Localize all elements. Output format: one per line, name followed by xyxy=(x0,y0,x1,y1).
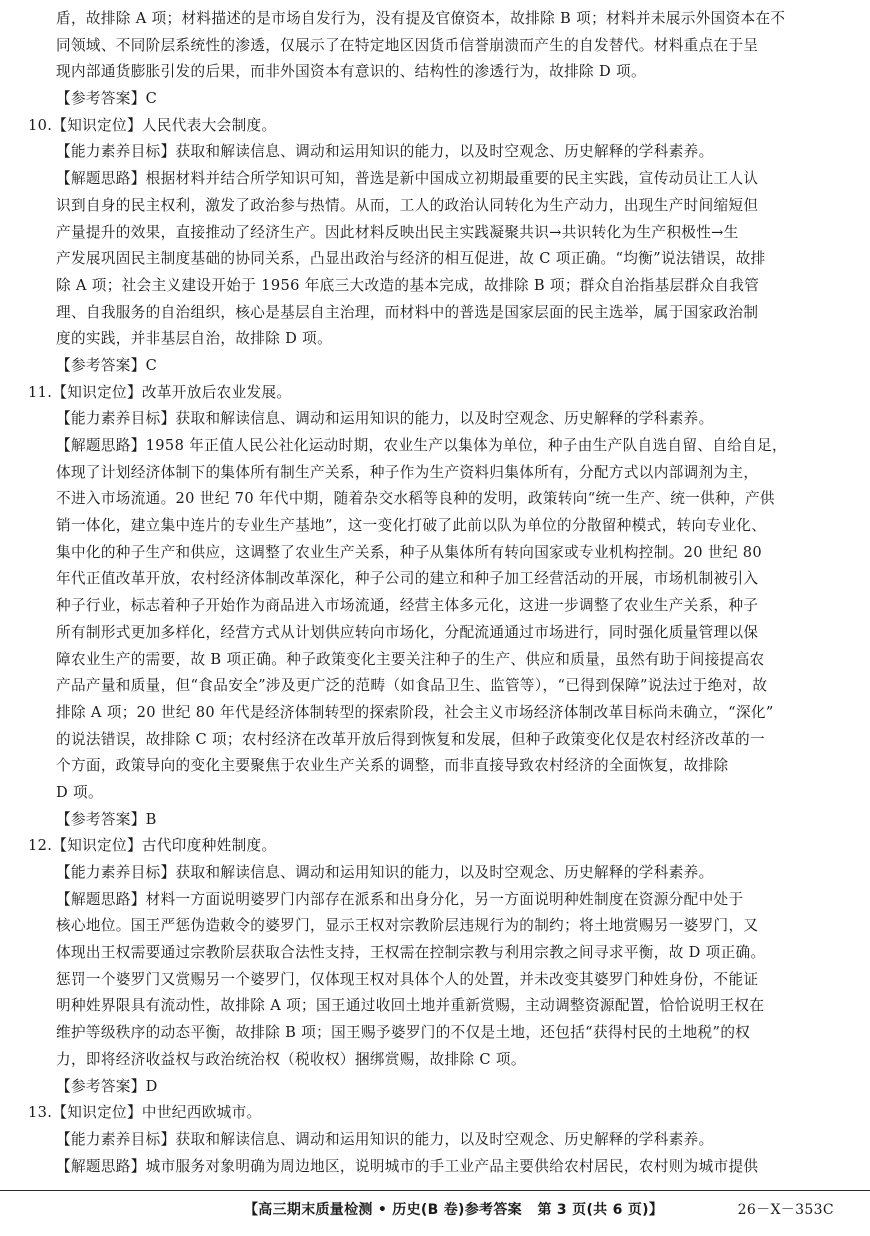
text-line: 除 A 项；社会主义建设开始于 1956 年底三大改造的基本完成，故排除 B 项；群众自治指基层群众自我管 xyxy=(56,276,760,294)
text-line: 【能力素养目标】获取和解读信息、调动和运用知识的能力，以及时空观念、历史解释的学科素养。 xyxy=(56,410,714,428)
text-line: 的说法错误，故排除 C 项；农村经济在改革开放后得到恢复和发展，但种子政策变化仅是农村经济改革的一 xyxy=(56,730,765,748)
text-line: 现内部通货膨胀引发的后果，而非外国资本有意识的、结构性的渗透行为，故排除 D 项。 xyxy=(56,63,646,81)
text-line: 不进入市场流通。20 世纪 70 年代中期，随着杂交水稻等良种的发明，政策转向“统一生产、统一供种，产供 xyxy=(56,490,775,508)
text-line: 【能力素养目标】获取和解读信息、调动和运用知识的能力，以及时空观念、历史解释的学科素养。 xyxy=(56,143,714,161)
text-line: 年代正值改革开放，农村经济体制改革深化，种子公司的建立和种子加工经营活动的开展，市场机制被引入 xyxy=(56,570,759,588)
question-heading-line: 12.【知识定位】古代印度种姓制度。 xyxy=(28,837,277,855)
text-line: 集中化的种子生产和供应，这调整了农业生产关系，种子从集体所有转向国家或专业机构控制。20 世纪 80 xyxy=(56,543,763,561)
text-line: 盾，故排除 A 项；材料描述的是市场自发行为，没有提及官僚资本，故排除 B 项；材料并未展示外国资本在不 xyxy=(56,10,786,27)
text-line: 【能力素养目标】获取和解读信息、调动和运用知识的能力，以及时空观念、历史解释的学科素养。 xyxy=(56,864,714,881)
text-line: 障农业生产的需要，故 B 项正确。种子政策变化主要关注种子的生产、供应和质量，虽然有助于间接提高农 xyxy=(56,650,765,668)
text-line: 【解题思路】1958 年正值人民公社化运动时期，农业生产以集体为单位，种子由生产队自选自留、自给自足， xyxy=(56,437,787,454)
text-line: 体现了计划经济体制下的集体所有制生产关系，种子作为生产资料归集体所有，分配方式以内部调剂为主， xyxy=(56,463,759,481)
text-line: 【参考答案】D xyxy=(56,1077,158,1095)
text-line: 度的实践，并非基层自治，故排除 D 项。 xyxy=(56,330,333,348)
text-line: 惩罚一个婆罗门又赏赐另一个婆罗门，仅体现王权对具体个人的处置，并未改变其婆罗门种姓身份，不能证 xyxy=(56,970,759,988)
text-line: 种子行业，标志着种子开始作为商品进入市场流通，经营主体多元化，这进一步调整了农业生产关系，种子 xyxy=(56,597,759,615)
text-line: 产发展巩固民主制度基础的协同关系，凸显出政治与经济的相互促进，故 C 项正确。“均衡”说法错误，故排 xyxy=(56,250,766,268)
page-footer xyxy=(0,1190,870,1221)
footer-code: 26－X－353C xyxy=(737,1202,834,1218)
text-line: 体现出王权需要通过宗教阶层获取合法性支持，王权需在控制宗教与利用宗教之间寻求平衡，故 D 项正确。 xyxy=(56,944,766,962)
text-line: 产品产量和质量，但“食品安全”涉及更广泛的范畴（如食品卫生、监管等），“已得到保障”说法过于绝对，故 xyxy=(56,677,768,695)
text-line: 产量提升的效果，直接推动了经济生产。因此材料反映出民主实践凝聚共识→共识转化为生产积极性→生 xyxy=(56,223,739,241)
text-line: D 项。 xyxy=(56,783,103,801)
text-line: 【能力素养目标】获取和解读信息、调动和运用知识的能力，以及时空观念、历史解释的学科素养。 xyxy=(56,1130,714,1148)
question-heading-line: 11.【知识定位】改革开放后农业发展。 xyxy=(28,383,292,401)
text-line: 明种姓界限具有流动性，故排除 A 项；国王通过收回土地并重新赏赐，主动调整资源配置，恰恰说明王权在 xyxy=(56,997,765,1015)
text-line: 销一体化，建立集中连片的专业生产基地”，这一变化打破了此前以队为单位的分散留种模式，转向专业化、 xyxy=(56,517,767,535)
text-line: 力，即将经济收益权与政治统治权（税收权）捆绑赏赐，故排除 C 项。 xyxy=(56,1050,526,1068)
text-line: 识到自身的民主权利，激发了政治参与热情。从而，工人的政治认同转化为生产动力，出现生产时间缩短但 xyxy=(56,196,759,214)
text-line: 排除 A 项；20 世纪 80 年代是经济体制转型的探索阶段，社会主义市场经济体制改革目标尚未确立，“深化” xyxy=(56,703,774,721)
text-line: 理、自我服务的自治组织，核心是基层自主治理，而材料中的普选是国家层面的民主选举，属于国家政治制 xyxy=(56,303,759,321)
text-line: 【解题思路】根据材料并结合所学知识可知，普选是新中国成立初期最重要的民主实践，宣传动员让工人认 xyxy=(56,170,759,188)
text-line: 同领域、不同阶层系统性的渗透，仅展示了在特定地区因货币信誉崩溃而产生的自发替代。材料重点在于呈 xyxy=(56,36,759,54)
question-heading-line: 13.【知识定位】中世纪西欧城市。 xyxy=(28,1104,262,1122)
text-line: 【参考答案】C xyxy=(56,356,158,374)
text-line: 个方面，政策导向的变化主要聚焦于农业生产关系的调整，而非直接导致农村经济的全面恢复，故排除 xyxy=(56,757,729,775)
text-line: 【参考答案】C xyxy=(56,90,158,108)
answer-key-body xyxy=(28,6,834,1180)
text-line: 核心地位。国王严惩伪造敕令的婆罗门，显示王权对宗教阶层违规行为的制约；将土地赏赐另一婆罗门，又 xyxy=(56,917,759,935)
text-line: 【参考答案】B xyxy=(56,810,157,828)
text-line: 【解题思路】城市服务对象明确为周边地区，说明城市的手工业产品主要供给农村居民，农村则为城市提供 xyxy=(56,1157,759,1175)
question-heading-line: 10.【知识定位】人民代表大会制度。 xyxy=(28,116,277,134)
footer-title: 【高三期末质量检测 • 历史(B 卷)参考答案 第 3 页(共 6 页)】 xyxy=(244,1202,664,1218)
text-line: 【解题思路】材料一方面说明婆罗门内部存在派系和出身分化，另一方面说明种姓制度在资源分配中处于 xyxy=(56,890,744,908)
text-line: 所有制形式更加多样化，经营方式从计划供应转向市场化，分配流通通过市场进行，同时强化质量管理以保 xyxy=(56,623,759,641)
text-line: 维护等级秩序的动态平衡，故排除 B 项；国王赐予婆罗门的不仅是土地，还包括“获得村民的土地税”的权 xyxy=(56,1024,751,1042)
